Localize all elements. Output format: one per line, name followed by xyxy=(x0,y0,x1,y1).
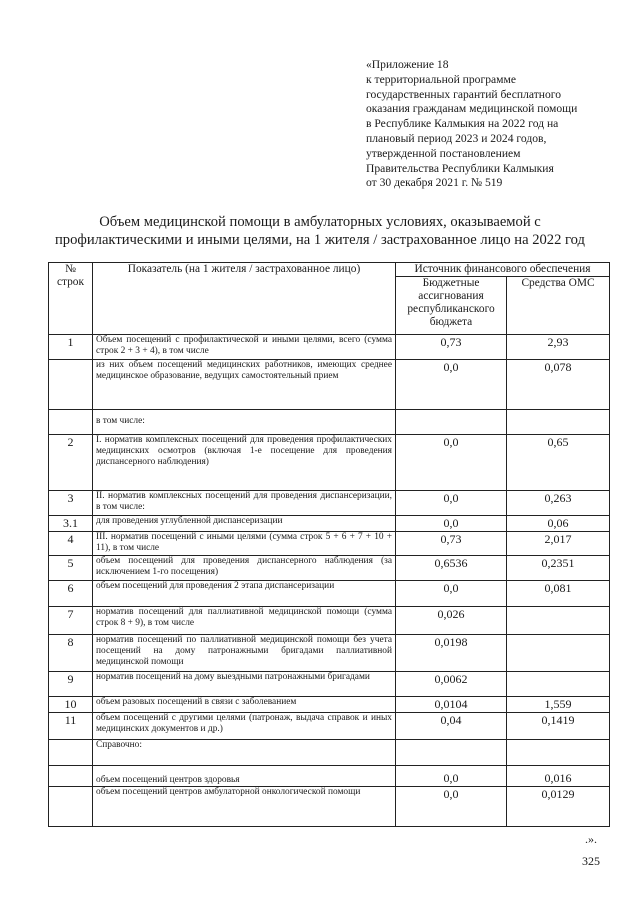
row-num xyxy=(49,410,93,435)
row-budget xyxy=(396,740,507,766)
row-num: 8 xyxy=(49,635,93,672)
row-num: 3.1 xyxy=(49,516,93,532)
header-budget: Бюджетные ассигнования республиканского бюджета xyxy=(396,277,507,335)
row-num: 7 xyxy=(49,607,93,635)
row-oms: 0,06 xyxy=(507,516,610,532)
table-row xyxy=(49,410,610,435)
appendix-line: Правительства Республики Калмыкия xyxy=(366,161,554,175)
row-indicator: в том числе: xyxy=(93,410,396,435)
row-budget: 0,0 xyxy=(396,581,507,607)
row-num: 10 xyxy=(49,697,93,713)
table-row xyxy=(49,635,610,672)
row-oms: 0,081 xyxy=(507,581,610,607)
row-num: 9 xyxy=(49,672,93,697)
header-num: № строк xyxy=(49,263,93,335)
row-indicator: норматив посещений на дому выездными патронажными бригадами xyxy=(93,672,396,697)
page-number: 325 xyxy=(582,854,600,868)
row-oms: 1,559 xyxy=(507,697,610,713)
row-num: 6 xyxy=(49,581,93,607)
row-oms xyxy=(507,740,610,766)
row-budget: 0,0198 xyxy=(396,635,507,672)
table-row xyxy=(49,697,610,713)
row-num xyxy=(49,766,93,787)
row-num xyxy=(49,787,93,827)
row-oms: 0,1419 xyxy=(507,713,610,740)
table-row xyxy=(49,672,610,697)
table-row xyxy=(49,713,610,740)
appendix-line: государственных гарантий бесплатного xyxy=(366,87,562,101)
appendix-line: оказания гражданам медицинской помощи xyxy=(366,102,578,116)
row-indicator: объем разовых посещений в связи с заболеванием xyxy=(93,697,396,713)
row-oms: 2,93 xyxy=(507,335,610,360)
table-row xyxy=(49,516,610,532)
closing-mark: .». xyxy=(585,832,597,846)
row-budget: 0,0 xyxy=(396,360,507,410)
table-row xyxy=(49,607,610,635)
row-budget: 0,0 xyxy=(396,491,507,516)
row-budget: 0,0 xyxy=(396,516,507,532)
row-indicator: I. норматив комплексных посещений для проведения профилактических медицинских осмотров (включая 1-е посещение для проведения диспансерного наблюдения) xyxy=(93,435,396,491)
table-row xyxy=(49,435,610,491)
row-budget: 0,6536 xyxy=(396,556,507,581)
row-budget xyxy=(396,410,507,435)
row-indicator: Справочно: xyxy=(93,740,396,766)
table-row xyxy=(49,556,610,581)
row-oms: 0,65 xyxy=(507,435,610,491)
table-row xyxy=(49,360,610,410)
appendix-line: к территориальной программе xyxy=(366,72,516,86)
header-oms: Средства ОМС xyxy=(507,277,610,335)
appendix-line: в Республике Калмыкия на 2022 год на xyxy=(366,117,559,131)
row-indicator: норматив посещений по паллиативной медицинской помощи без учета посещений на дому патронажными бригадами паллиативной медицинской помощи xyxy=(93,635,396,672)
row-budget: 0,73 xyxy=(396,532,507,556)
row-indicator: III. норматив посещений с иными целями (сумма строк 5 + 6 + 7 + 10 + 11), в том числе xyxy=(93,532,396,556)
row-budget: 0,026 xyxy=(396,607,507,635)
row-budget: 0,73 xyxy=(396,335,507,360)
row-num: 11 xyxy=(49,713,93,740)
appendix-line: от 30 декабря 2021 г. № 519 xyxy=(366,176,503,190)
row-indicator: объем посещений центров здоровья xyxy=(93,766,396,787)
table-row xyxy=(49,532,610,556)
row-oms: 0,0129 xyxy=(507,787,610,827)
row-oms: 2,017 xyxy=(507,532,610,556)
document-title xyxy=(20,213,620,249)
row-oms xyxy=(507,607,610,635)
row-num: 4 xyxy=(49,532,93,556)
appendix-line: утвержденной постановлением xyxy=(366,146,521,160)
table-row xyxy=(49,766,610,787)
table-row xyxy=(49,740,610,766)
header-indicator: Показатель (на 1 жителя / застрахованное лицо) xyxy=(93,263,396,335)
row-indicator: объем посещений центров амбулаторной онкологической помощи xyxy=(93,787,396,827)
row-indicator: объем посещений с другими целями (патронаж, выдача справок и иных медицинских документов и др.) xyxy=(93,713,396,740)
row-num: 5 xyxy=(49,556,93,581)
header-source: Источник финансового обеспечения xyxy=(396,263,610,277)
row-num: 2 xyxy=(49,435,93,491)
row-num: 3 xyxy=(49,491,93,516)
row-oms: 0,016 xyxy=(507,766,610,787)
appendix-line: плановый период 2023 и 2024 годов, xyxy=(366,131,547,145)
row-budget: 0,0104 xyxy=(396,697,507,713)
row-indicator: Объем посещений с профилактической и иными целями, всего (сумма строк 2 + 3 + 4), в том числе xyxy=(93,335,396,360)
row-indicator: II. норматив комплексных посещений для проведения диспансеризации, в том числе: xyxy=(93,491,396,516)
row-indicator: для проведения углубленной диспансеризации xyxy=(93,516,396,532)
row-oms: 0,2351 xyxy=(507,556,610,581)
table-row xyxy=(49,335,610,360)
row-budget: 0,04 xyxy=(396,713,507,740)
table-row xyxy=(49,581,610,607)
row-oms: 0,263 xyxy=(507,491,610,516)
appendix-block xyxy=(366,58,616,191)
volume-table xyxy=(48,262,610,827)
title-line-1: Объем медицинской помощи в амбулаторных условиях, оказываемой с xyxy=(99,214,541,230)
row-budget: 0,0062 xyxy=(396,672,507,697)
row-budget: 0,0 xyxy=(396,766,507,787)
row-num xyxy=(49,740,93,766)
row-oms xyxy=(507,672,610,697)
row-oms: 0,078 xyxy=(507,360,610,410)
row-budget: 0,0 xyxy=(396,787,507,827)
row-oms xyxy=(507,410,610,435)
row-budget: 0,0 xyxy=(396,435,507,491)
appendix-line: «Приложение 18 xyxy=(366,58,449,71)
row-num xyxy=(49,360,93,410)
row-indicator: объем посещений для проведения диспансерного наблюдения (за исключением 1-го посещения) xyxy=(93,556,396,581)
row-indicator: норматив посещений для паллиативной медицинской помощи (сумма строк 8 + 9), в том числе xyxy=(93,607,396,635)
row-num: 1 xyxy=(49,335,93,360)
row-oms xyxy=(507,635,610,672)
row-indicator: объем посещений для проведения 2 этапа диспансеризации xyxy=(93,581,396,607)
row-indicator: из них объем посещений медицинских работников, имеющих среднее медицинское образование, ведущих самостоятельный прием xyxy=(93,360,396,410)
title-line-2: профилактическими и иными целями, на 1 жителя / застрахованное лицо на 2022 год xyxy=(55,232,585,248)
table-row xyxy=(49,787,610,827)
table-row xyxy=(49,491,610,516)
